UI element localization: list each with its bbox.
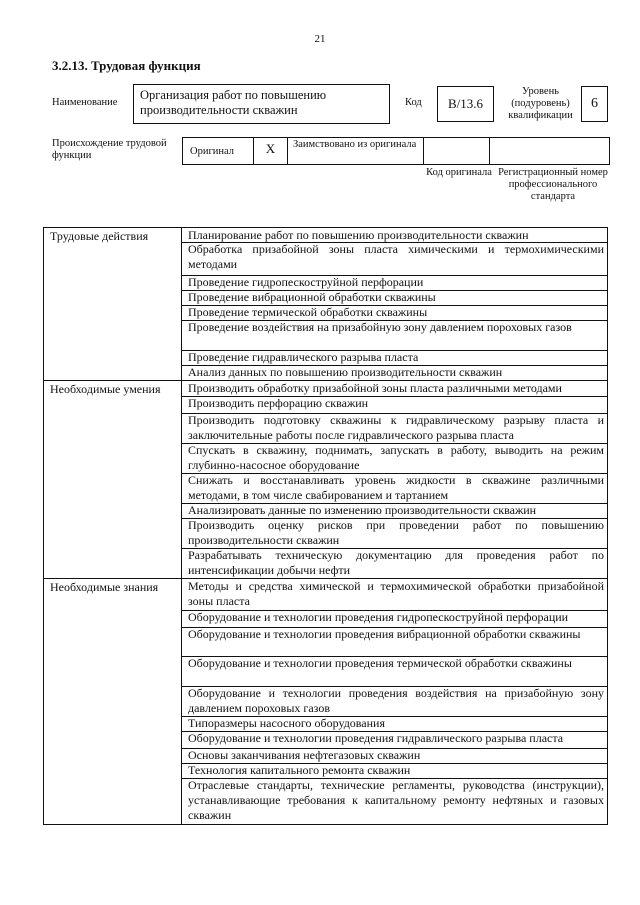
table-row: Обработка призабойной зоны пласта химическими и термохимическими методами — [188, 242, 604, 271]
table-row: Проведение гидропескоструйной перфорации — [188, 275, 424, 289]
code-value-box: В/13.6 — [437, 86, 494, 122]
reg-number-caption: Регистрационный номер профессионального стандарта — [498, 167, 608, 202]
function-name-box: Организация работ по повышению производительности скважин — [133, 84, 390, 124]
level-label: Уровень (подуровень) квалификации — [508, 86, 573, 121]
table-row: Оборудование и технологии проведения гидравлического разрыва пласта — [188, 731, 564, 745]
code-original-cell — [424, 138, 490, 164]
table-row: Производить подготовку скважины к гидравлическому разрыву пласта и заключительные работы после гидравлического разрыва пласта — [188, 413, 604, 442]
table-row: Снижать и восстанавливать уровень жидкости в скважине различными методами, в том числе свабированием и тартанием — [188, 473, 604, 502]
table-row: Проведение термической обработки скважины — [188, 305, 428, 319]
code-label: Код — [405, 97, 422, 108]
table-row: Анализировать данные по изменению производительности скважин — [188, 503, 537, 517]
left-column — [43, 227, 182, 825]
name-label: Наименование — [52, 97, 118, 108]
table-row: Производить оценку рисков при проведении работ по повышению производительности скважин — [188, 518, 604, 547]
table-row: Оборудование и технологии проведения воздействия на призабойную зону давлением пороховых газов — [188, 686, 604, 715]
table-row: Спускать в скважину, поднимать, запускать в работу, выводить на режим глубинно-насосное оборудование — [188, 443, 604, 472]
table-row: Оборудование и технологии проведения термической обработки скважины — [188, 656, 572, 670]
original-mark: X — [254, 138, 288, 164]
original-label: Оригинал — [183, 138, 254, 164]
group-label: Необходимые умения — [50, 382, 161, 396]
table-row: Оборудование и технологии проведения вибрационной обработки скважины — [188, 627, 581, 641]
origin-label: Происхождение трудовой функции — [52, 138, 167, 161]
reg-number-cell — [490, 138, 609, 164]
table-row: Производить перфорацию скважин — [188, 396, 369, 410]
section-title: 3.2.13. Трудовая функция — [52, 58, 201, 73]
level-value-box: 6 — [581, 86, 608, 122]
table-row: Технология капитального ремонта скважин — [188, 763, 411, 777]
table-row: Разрабатывать техническую документацию для проведения работ по интенсификации добычи нефти — [188, 548, 604, 577]
table-row: Отраслевые стандарты, технические регламенты, руководства (инструкции), устанавливающие требования к капитальному ремонту нефтяных и газовых скважин — [188, 778, 604, 822]
code-original-caption: Код оригинала — [426, 167, 492, 178]
table-row: Производить обработку призабойной зоны пласта различными методами — [188, 381, 562, 395]
table-row: Проведение гидравлического разрыва пласта — [188, 350, 419, 364]
table-row: Основы заканчивания нефтегазовых скважин — [188, 748, 421, 762]
table-row: Проведение воздействия на призабойную зону давлением пороховых газов — [188, 320, 572, 334]
table-row: Типоразмеры насосного оборудования — [188, 716, 385, 730]
table-row: Планирование работ по повышению производительности скважин — [188, 228, 529, 242]
group-label: Трудовые действия — [50, 229, 149, 243]
borrowed-label: Заимствовано из оригинала — [288, 138, 424, 164]
table-row: Оборудование и технологии проведения гидропескоструйной перфорации — [188, 610, 569, 624]
page-number: 21 — [314, 33, 326, 45]
origin-table — [182, 137, 610, 165]
group-label: Необходимые знания — [50, 580, 159, 594]
table-row: Анализ данных по повышению производительности скважин — [188, 365, 503, 379]
table-row: Методы и средства химической и термохимической обработки призабойной зоны пласта — [188, 579, 604, 608]
table-row: Проведение вибрационной обработки скважины — [188, 290, 436, 304]
